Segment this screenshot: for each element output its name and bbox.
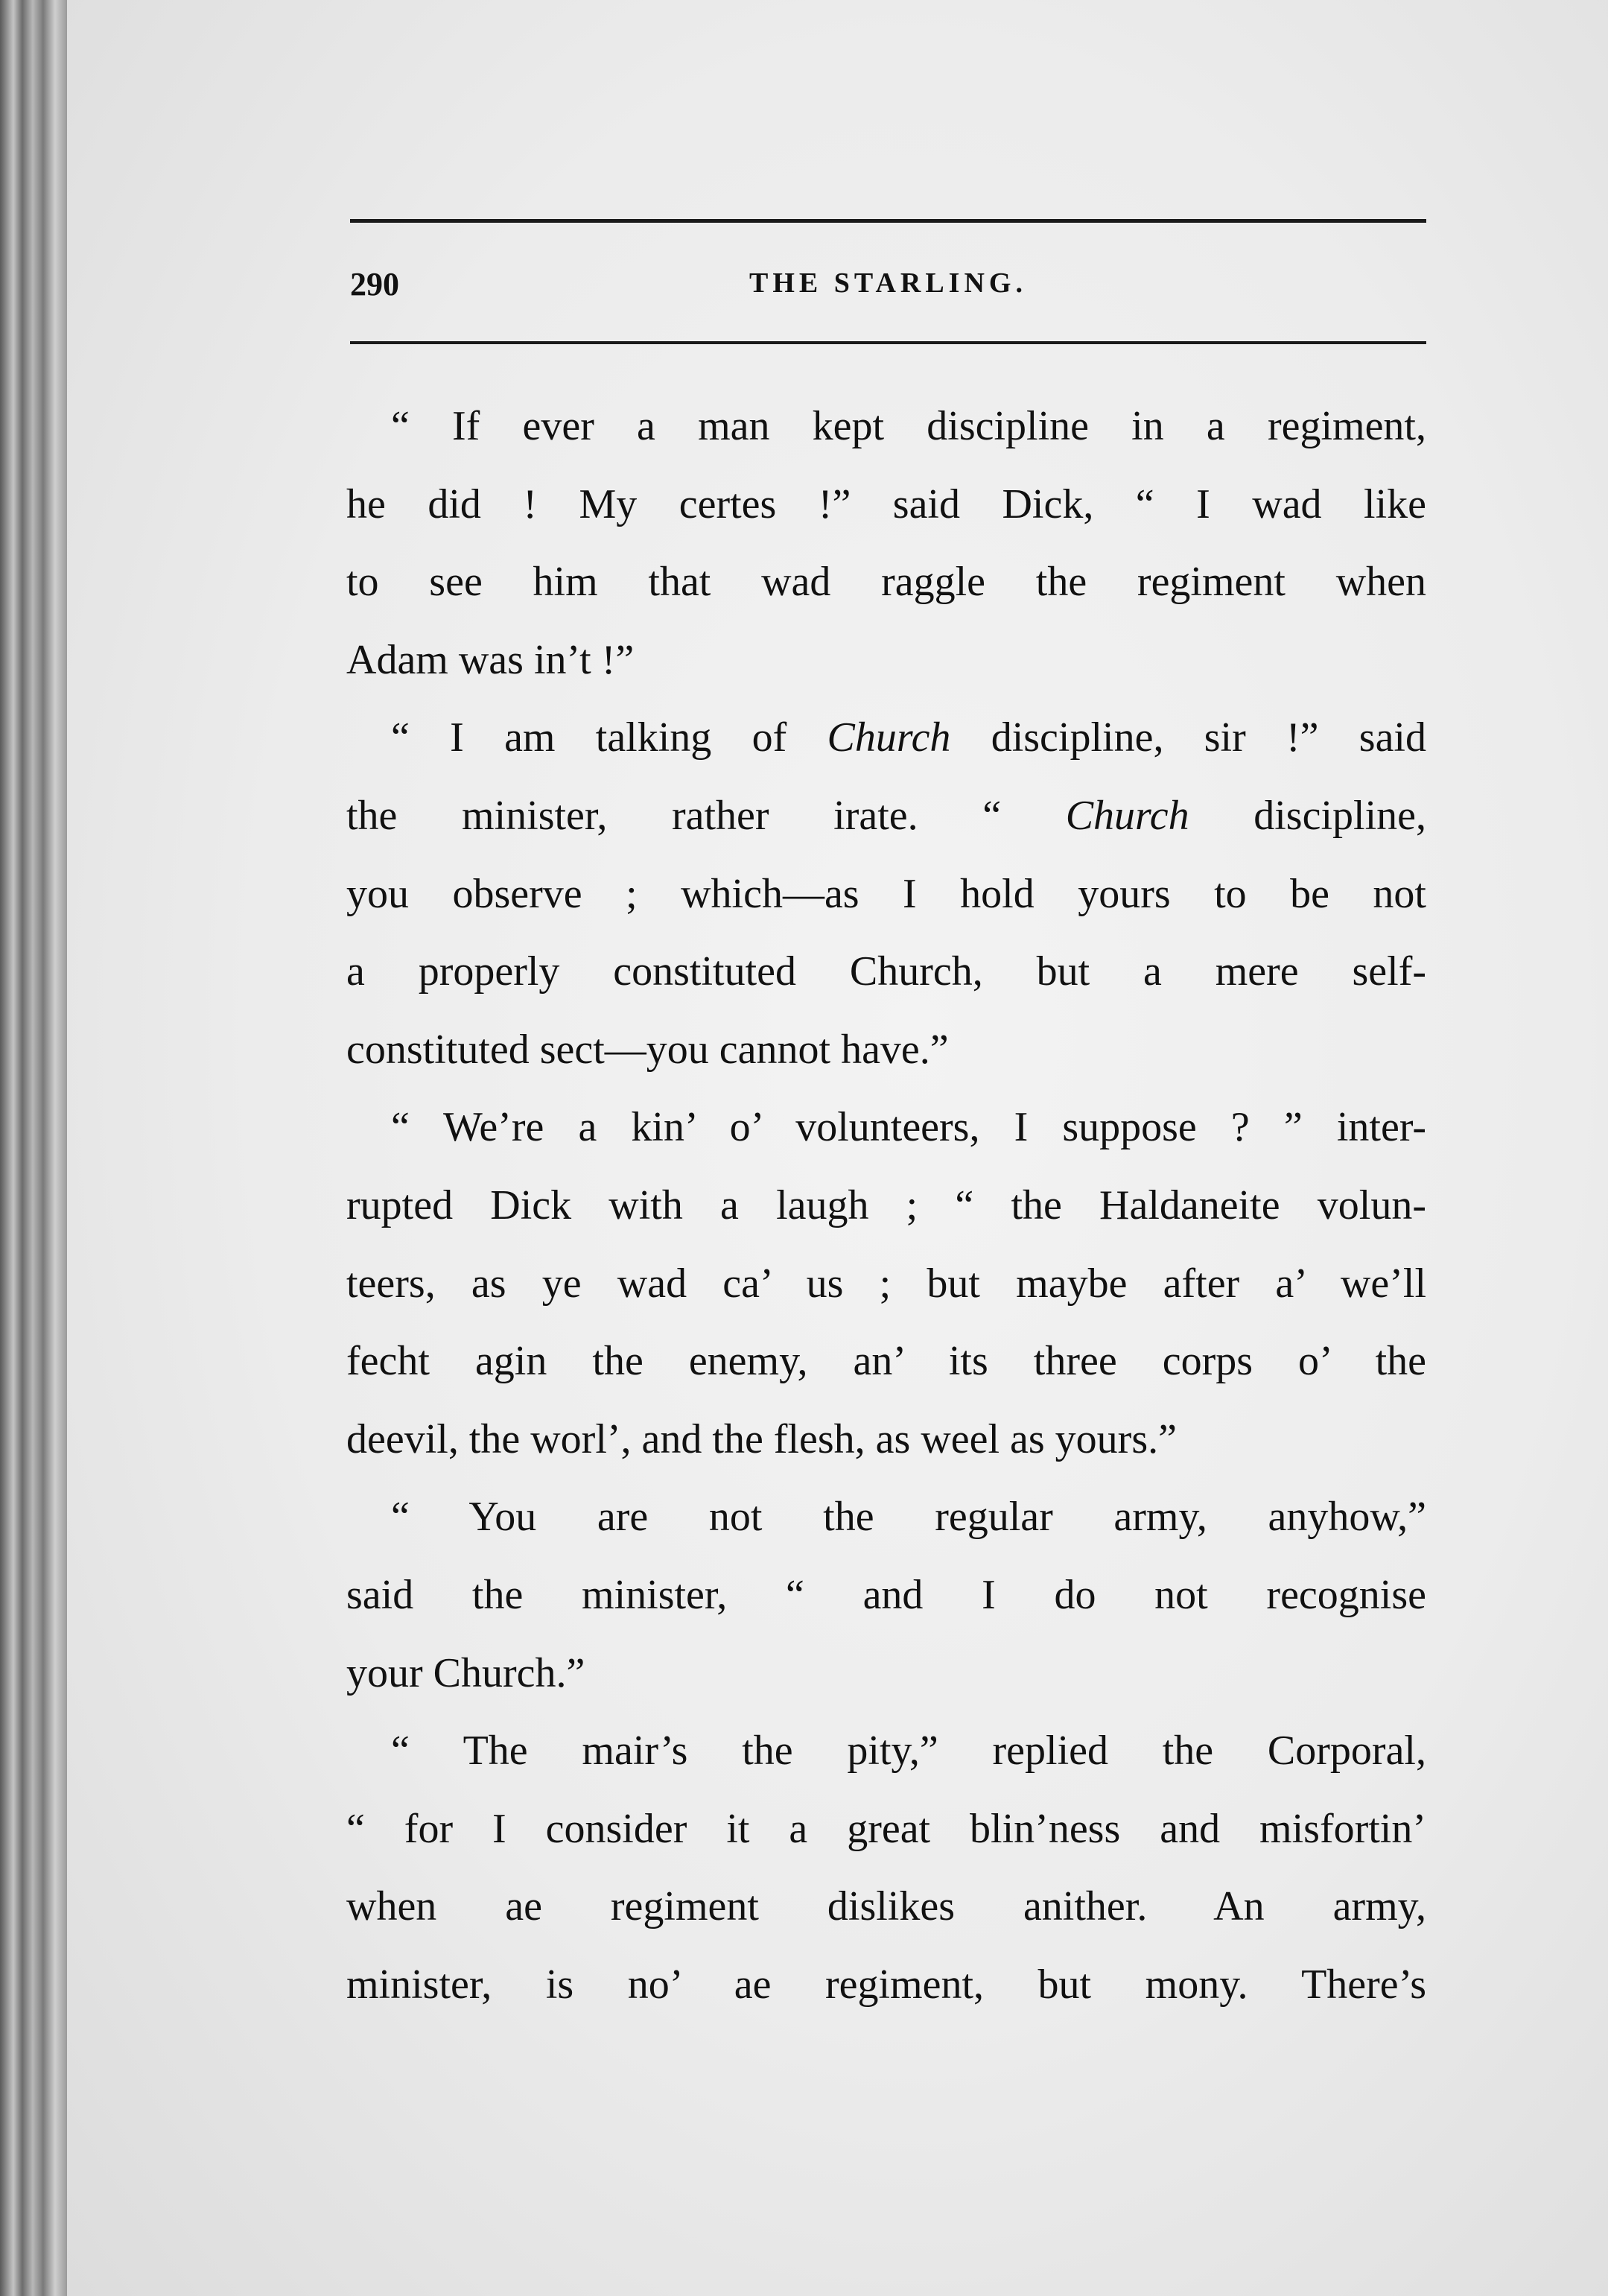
- running-header: [350, 265, 1426, 310]
- text-line: minister, is no’ ae regiment, but mony. There’s: [346, 1961, 1426, 2008]
- text-line: “ I am talking of Church discipline, sir !” said: [391, 714, 1426, 761]
- header-rule-bottom: [350, 341, 1426, 344]
- text-line: your Church.”: [346, 1649, 585, 1696]
- text-line: he did ! My certes !” said Dick, “ I wad like: [346, 481, 1426, 527]
- paragraph: [346, 1712, 1426, 2023]
- book-spine: [0, 0, 67, 2296]
- text-line: constituted sect—you cannot have.”: [346, 1026, 949, 1073]
- paragraph: [346, 1478, 1426, 1712]
- paragraph: [346, 699, 1426, 1088]
- emphasized-word: Church: [1065, 792, 1189, 839]
- text-line: “ You are not the regular army, anyhow,”: [391, 1494, 1426, 1541]
- paragraph: [346, 387, 1426, 699]
- text-line: Adam was in’t !”: [346, 636, 635, 683]
- emphasized-word: Church: [827, 714, 951, 761]
- text-line: you observe ; which—as I hold yours to be not: [346, 870, 1426, 917]
- text-line: “ If ever a man kept discipline in a regiment,: [391, 403, 1426, 449]
- paragraph: [346, 1088, 1426, 1478]
- text-line: the minister, rather irate. “ Church discipline,: [346, 792, 1426, 839]
- text-line: said the minister, “ and I do not recognise: [346, 1571, 1426, 1618]
- text-line: “ The mair’s the pity,” replied the Corporal,: [391, 1728, 1426, 1775]
- text-line: rupted Dick with a laugh ; “ the Haldaneite volun-: [346, 1182, 1426, 1228]
- text-line: “ We’re a kin’ o’ volunteers, I suppose ? ” inter-: [391, 1104, 1426, 1151]
- text-line: fecht agin the enemy, an’ its three corps o’ the: [346, 1338, 1426, 1385]
- header-rule-top: [350, 219, 1426, 223]
- page-number: 290: [350, 266, 399, 302]
- body-text: [346, 387, 1426, 2023]
- text-line: when ae regiment dislikes anither. An army,: [346, 1883, 1426, 1930]
- text-line: teers, as ye wad ca’ us ; but maybe after a’ we’ll: [346, 1260, 1426, 1307]
- text-line: a properly constituted Church, but a mere self-: [346, 948, 1426, 995]
- text-line: to see him that wad raggle the regiment when: [346, 559, 1426, 606]
- running-title: THE STARLING.: [749, 267, 1027, 299]
- text-line: “ for I consider it a great blin’ness and misfortin’: [346, 1805, 1426, 1852]
- text-line: deevil, the worl’, and the flesh, as weel as yours.”: [346, 1415, 1177, 1462]
